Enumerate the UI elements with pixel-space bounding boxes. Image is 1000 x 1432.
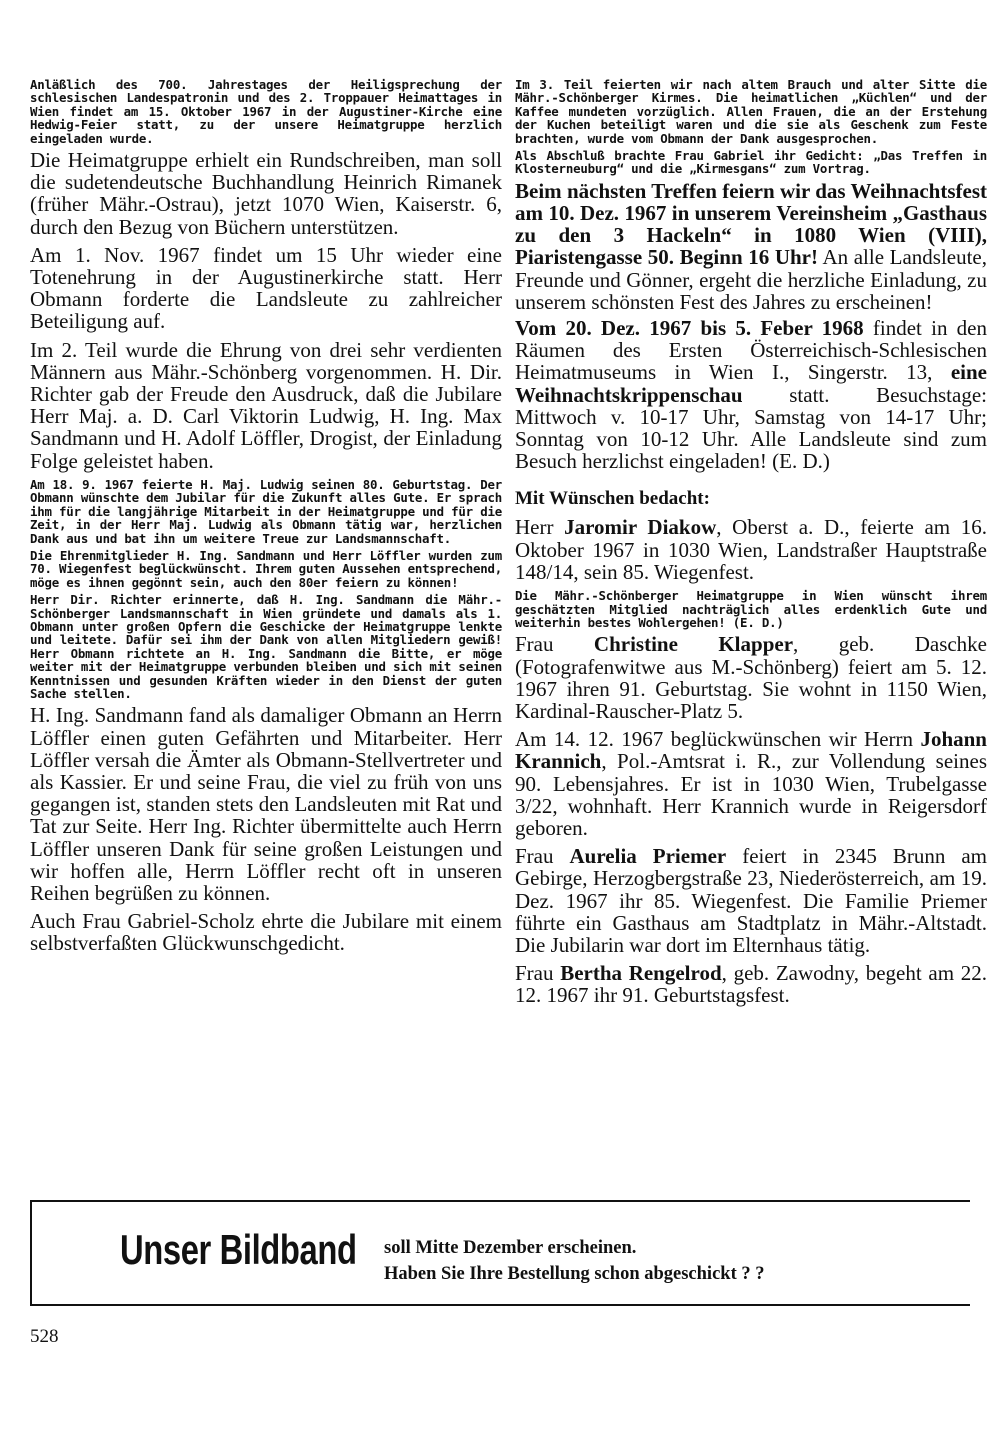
paragraph-krannich — [515, 728, 987, 839]
paragraph-rengelrod — [515, 962, 987, 1006]
paragraph-hedwig-feier: Anläßlich des 700. Jahrestages der Heiligsprechung der schlesischen Landespatronin und des 2. Troppauer Heimattages in Wien findet am 15. Oktober 1967 in der Augustiner-Kirche eine Hedwig-Feier statt, zu der unsere Heimatgruppe herzlich eingeladen wurde. — [30, 77, 502, 146]
paragraph-totenehrung: Am 1. Nov. 1967 findet um 15 Uhr wieder eine Totenehrung in der Augustinerkirche statt. Herr Obmann forderte die Landsleute zu zahlreicher Beteiligung auf. — [30, 242, 502, 334]
krippenschau-text: findet in den Räumen des Ersten Österreichisch-Schlesischen Heimatmuseums in Wien I., Singerstr. 13, — [515, 316, 987, 385]
paragraph-gabriel-scholz: Auch Frau Gabriel-Scholz ehrte die Jubilare mit einem selbstverfaßten Glückwunschgedicht. — [30, 909, 502, 956]
krippenschau-rest: statt. Besuchstage: Mittwoch v. 10-17 Uhr, Samstag von 14-17 Uhr; Sonntag von 10-12 Uhr. Alle Landsleute sind zum Besuch herzlichst eingeladen! (E. D.) — [515, 382, 987, 474]
page-number: 528 — [30, 1326, 59, 1347]
paragraph-krippenschau — [515, 317, 987, 472]
paragraph-ludwig-birthday: Am 18. 9. 1967 feierte H. Maj. Ludwig seinen 80. Geburtstag. Der Obmann wünschte dem Jubilar für die Zukunft alles Gute. Er sprach ihm für die langjährige Mitarbeit in der Heimatgruppe und für die Zeit, in der Herr Maj. Ludwig als Obmann tätig war, herzlichen Dank aus und bat ihn um weitere Treue zur Landsmannschaft. — [30, 476, 502, 546]
paragraph-diakow-wishes: Die Mähr.-Schönberger Heimatgruppe in Wien wünscht ihrem geschätzten Mitglied nachträglich alles erdenklich Gute und weiterhin bestes Wohlergehen! (E. D.) — [515, 588, 987, 630]
ad-title: Unser Bildband — [120, 1226, 357, 1273]
weihnachtsfest-text: An alle Landsleute, Freunde und Gönner, ergeht die herzliche Einladung, zu unserem schönsten Fest des Jahres zu erscheinen! — [515, 245, 988, 314]
paragraph-weihnachtsfest — [515, 180, 987, 313]
paragraph-diakow — [515, 516, 987, 583]
paragraph-gedicht: Als Abschluß brachte Frau Gabriel ihr Gedicht: „Das Treffen in Klosterneuburg“ und die „Kirmesgans“ zum Vortrag. — [515, 148, 987, 177]
left-column — [30, 78, 502, 961]
klapper-prefix: Frau — [515, 632, 594, 657]
rengelrod-text: , geb. Zawodny, begeht am 22. 12. 1967 ihr 91. Geburtstagsfest. — [515, 961, 987, 1008]
krippenschau-dates: Vom 20. Dez. 1967 bis 5. Feber 1968 — [515, 316, 864, 341]
krippenschau-title: eine Weihnachtskrippenschau — [515, 360, 987, 407]
priemer-prefix: Frau — [515, 844, 570, 869]
paragraph-ehrung: Im 2. Teil wurde die Ehrung von drei sehr verdienten Männern aus Mähr.-Schönberg vorgenommen. H. Dir. Richter gab der Freude den Ausdruck, daß die Jubilare Herr Maj. a. D. Carl Viktorin Ludwig, H. Ing. Max Sandmann und H. Adolf Löffler, Drogist, der Einladung Folge geleistet haben. — [30, 337, 502, 473]
ad-line-1: soll Mitte Dezember erscheinen. — [384, 1238, 637, 1258]
klapper-name: Christine Klapper — [593, 632, 794, 657]
paragraph-rundschreiben: Die Heimatgruppe erhielt ein Rundschreiben, man soll die sudetendeutsche Buchhandlung Heinrich Rimanek (früher Mähr.-Ostrau), jetzt 1070 Wien, Kaiserstr. 6, durch den Bezug von Büchern unterstützen. — [30, 148, 502, 239]
krannich-name: Johann Krannich — [515, 727, 987, 774]
diakow-name: Jaromir Diakow — [564, 515, 717, 540]
priemer-name: Aurelia Priemer — [569, 844, 727, 869]
paragraph-sandmann-loeffler: H. Ing. Sandmann fand als damaliger Obmann an Herrn Löffler einen guten Gefährten und Mitarbeiter. Herr Löffler versah die Ämter als Obmann-Stellvertreter und als Kassier. Er und seine Frau, die viel zu früh von uns gegangen ist, standen stets den Landsleuten mit Rat und Tat zur Seite. Herr Ing. Richter übermittelte auch Herrn Löffler unseren Dank für seine großen Leistungen und wir hoffen alle, Herrn Löffler recht oft in unseren Reihen begrüßen zu können. — [30, 703, 502, 905]
klapper-text: , geb. Daschke (Fotografenwitwe aus M.-Schönberg) feiert am 5. 12. 1967 ihren 91. Geburtstag. Sie wohnt in 1150 Wien, Kardinal-Rauscher-Platz 5. — [515, 632, 988, 723]
krannich-text: , Pol.-Amtsrat i. R., zur Vollendung seines 90. Lebensjahres. Er ist in 1030 Wien, Trubelgasse 3/22, wohnhaft. Herr Krannich wurde in Reigersdorf geboren. — [515, 749, 987, 840]
ad-line-2: Haben Sie Ihre Bestellung schon abgeschickt ? ? — [384, 1264, 765, 1284]
paragraph-kirmes: Im 3. Teil feierten wir nach altem Brauch und alter Sitte die Mähr.-Schönberger Kirmes. Die heimatlichen „Küchlen“ und der Kaffee mundeten vorzüglich. Allen Frauen, die an der Erstehung der Kuchen beteiligt waren und die sie als Geschenk zum Feste brachten, wurde vom Obmann der Dank ausgesprochen. — [515, 77, 987, 146]
diakow-prefix: Herr — [515, 515, 565, 540]
paragraph-ehrenmitglieder: Die Ehrenmitglieder H. Ing. Sandmann und Herr Löffler wurden zum 70. Wiegenfest beglückwünscht. Ihrem guten Aussehen entsprechend, möge es ihnen gegönnt sein, auch den 80er feiern zu können! — [30, 547, 502, 590]
paragraph-richter: Herr Dir. Richter erinnerte, daß H. Ing. Sandmann die Mähr.-Schönberger Landsmannschaft in Wien gründete und damals als 1. Obmann unter großen Opfern die Geschicke der Heimatgruppe lenkte und leitete. Dafür sei ihm der Dank von allen Mitgliedern gewiß! Herr Obmann richtete an H. Ing. Sandmann die Bitte, er möge weiter mit der Heimatgruppe verbunden bleiben und sich mit seinen Kenntnissen und gesunden Kräften wieder in den Dienst der guten Sache stellen. — [30, 592, 502, 701]
bildband-ad-box — [30, 1200, 970, 1306]
diakow-text: , Oberst a. D., feierte am 16. Oktober 1967 in 1030 Wien, Landstraßer Hauptstraße 148/14, sein 85. Wiegenfest. — [515, 515, 987, 584]
krannich-prefix: Am 14. 12. 1967 beglückwünschen wir Herrn — [515, 727, 921, 752]
section-heading: Mit Wünschen bedacht: — [515, 488, 710, 510]
right-column — [515, 78, 987, 1013]
rengelrod-prefix: Frau — [515, 961, 561, 986]
rengelrod-name: Bertha Rengelrod — [560, 961, 722, 986]
paragraph-priemer — [515, 845, 987, 956]
paragraph-klapper — [515, 633, 987, 722]
priemer-text: feiert in 2345 Brunn am Gebirge, Herzogbergstraße 23, Niederösterreich, am 19. Dez. 1967 ihr 85. Wiegenfest. Die Familie Priemer führte ein Gasthaus am Stadtplatz in Mähr.-Altstadt. Die Jubilarin war dort im Elternhaus tätig. — [515, 844, 987, 957]
weihnachtsfest-bold: Beim nächsten Treffen feiern wir das Weihnachtsfest am 10. Dez. 1967 in unserem Vereinsheim „Gasthaus zu den 3 Hackeln“ in 1080 Wien (VIII), Piaristengasse 50. Beginn 16 Uhr! — [515, 178, 987, 270]
